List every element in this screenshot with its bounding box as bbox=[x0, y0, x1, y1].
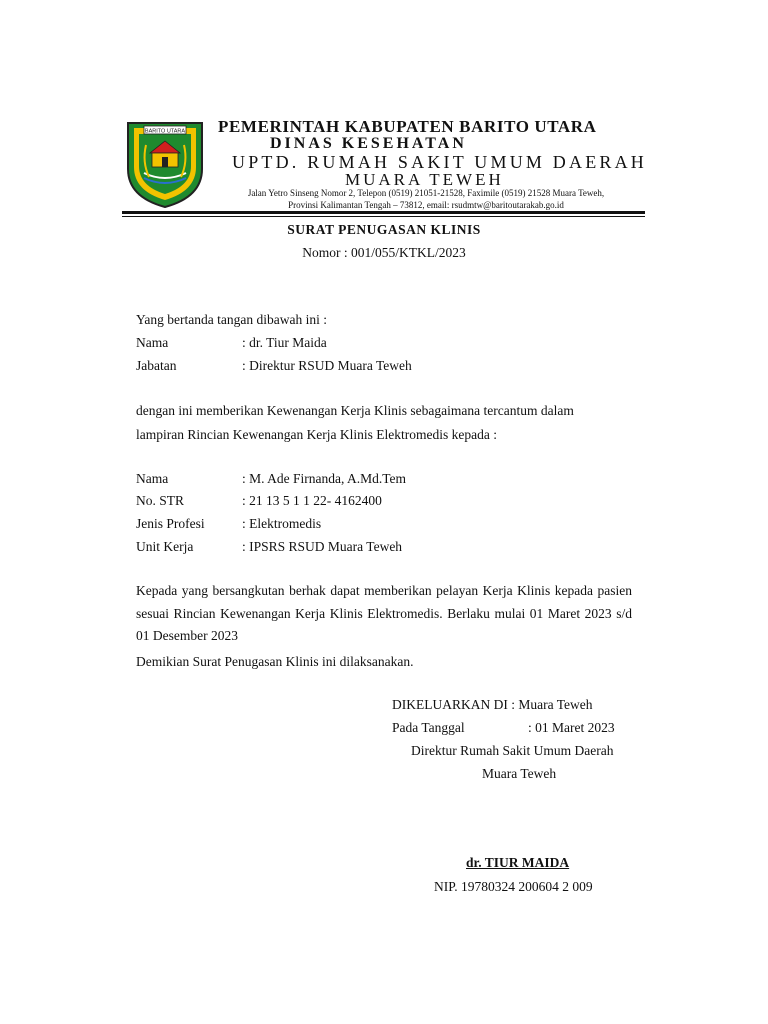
address-line-1: Jalan Yetro Sinseng Nomor 2, Telepon (0519) 21051-21528, Faximile (0519) 21528 Muara Teweh, bbox=[247, 188, 605, 198]
assignee-str-value: : 21 13 5 1 1 22- 4162400 bbox=[242, 493, 382, 508]
letterhead-government: PEMERINTAH KABUPATEN BARITO UTARA bbox=[218, 117, 597, 136]
paragraph-1-line-1: dengan ini memberikan Kewenangan Kerja Klinis sebagaimana tercantum dalam bbox=[136, 403, 574, 418]
closing-text: Demikian Surat Penugasan Klinis ini dilaksanakan. bbox=[136, 654, 414, 669]
assignee-unit-value: : IPSRS RSUD Muara Teweh bbox=[242, 539, 403, 554]
signer-position-label: Jabatan bbox=[136, 358, 177, 373]
paragraph-1-line-2: lampiran Rincian Kewenangan Kerja Klinis Elektromedis kepada : bbox=[136, 427, 498, 442]
address-line-2: Provinsi Kalimantan Tengah – 73812, email: rsudmtw@baritoutarakab.go.id bbox=[288, 200, 564, 210]
signer-name-label: Nama bbox=[136, 335, 169, 350]
letterhead-hospital: UPTD. RUMAH SAKIT UMUM DAERAH bbox=[232, 152, 647, 172]
letterhead-department: DINAS KESEHATAN bbox=[270, 135, 467, 152]
assignee-profession-value: : Elektromedis bbox=[242, 516, 322, 531]
logo-banner-text: BARITO UTARA bbox=[144, 128, 186, 135]
assignee-profession-label: Jenis Profesi bbox=[136, 516, 205, 531]
assignee-str-label: No. STR bbox=[136, 493, 185, 508]
letterhead-city: MUARA TEWEH bbox=[345, 170, 504, 189]
document-title: SURAT PENUGASAN KLINIS bbox=[287, 222, 481, 237]
assignee-name-label: Nama bbox=[136, 471, 169, 486]
assignee-name-value: : M. Ade Firnanda, A.Md.Tem bbox=[242, 471, 407, 486]
signer-title-line-2: Muara Teweh bbox=[482, 766, 557, 781]
date-value: : 01 Maret 2023 bbox=[528, 720, 615, 735]
signer-printed-name: dr. TIUR MAIDA bbox=[466, 855, 570, 870]
header-rule-thick bbox=[122, 211, 645, 214]
header-rule-thin bbox=[122, 216, 645, 217]
signer-name-value: : dr. Tiur Maida bbox=[242, 335, 327, 350]
signer-position-value: : Direktur RSUD Muara Teweh bbox=[242, 358, 412, 373]
regency-emblem-logo bbox=[122, 117, 208, 209]
document-number: Nomor : 001/055/KTKL/2023 bbox=[302, 245, 466, 260]
intro-text: Yang bertanda tangan dibawah ini : bbox=[136, 312, 327, 327]
letterhead-address bbox=[216, 187, 636, 211]
signer-nip: NIP. 19780324 200604 2 009 bbox=[434, 879, 593, 894]
issued-at: DIKELUARKAN DI : Muara Teweh bbox=[392, 697, 593, 712]
assignee-unit-label: Unit Kerja bbox=[136, 539, 194, 554]
date-label: Pada Tanggal bbox=[392, 720, 465, 735]
signer-title-line-1: Direktur Rumah Sakit Umum Daerah bbox=[411, 743, 614, 758]
paragraph-2: Kepada yang bersangkutan berhak dapat memberikan pelayan Kerja Klinis kepada pasien sesuai Rincian Kewenangan Kerja Klinis Elektromedis. Berlaku mulai 01 Maret 2023 s/d 01 Desember 2023 bbox=[136, 583, 632, 643]
